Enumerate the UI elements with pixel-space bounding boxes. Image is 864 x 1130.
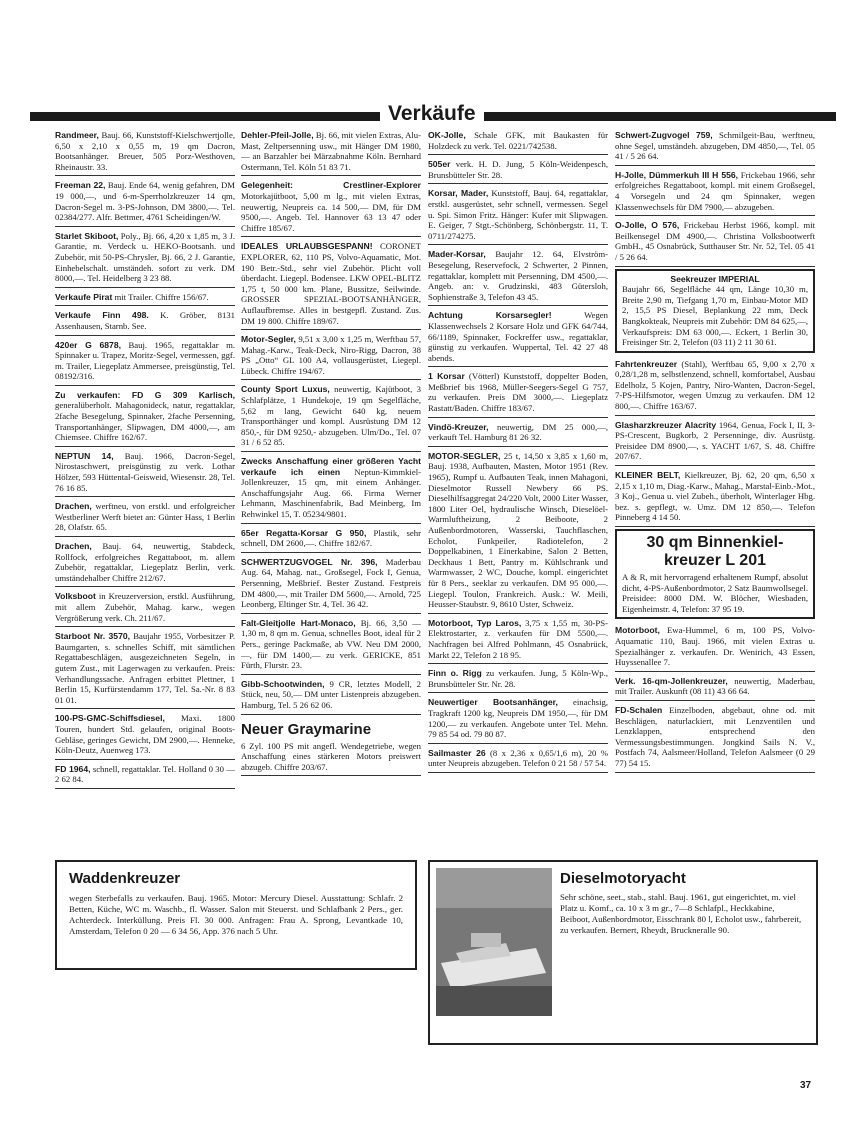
ad-heading: 100-PS-GMC-Schiffsdiesel, [55, 713, 165, 724]
classified-ad [241, 526, 421, 553]
ad-text: verk. H. D. Jung, 5 Köln-Weidenpesch, Brunsbütteler Str. 28. [428, 159, 608, 180]
ad-text: Einzelboden, abgebaut, ohne od. mit Beschlägen, naturlackiert, mit Lenzventilen und Lenzklappen, entsprechend den Vermessungsbestimmungen. Jongkind Sails N. V., Postfach 74, Aalsmeer/Holland, Telefon Aalsmeer (0 29 77) 54 15. [615, 704, 815, 768]
ad-text: mit Trailer. Chiffre 156/67. [114, 291, 209, 302]
waddenkreuzer-ad [55, 860, 417, 970]
classified-ad [428, 369, 608, 417]
ad-text: Kunststoff, Bauj. 64, regattaklar, erstkl. ausgerüstet, sehr schnell, vermessen. Segel u. Spi. Simon Fritz. Hänger: Kufer mit Slipwagen. E. Geiger, 7 Stgt.-Schönberg, Schönbergstr. 11, T. 0711/274275. [428, 188, 608, 241]
ad-heading: Freeman 22, [55, 180, 106, 191]
classified-ad [428, 186, 608, 245]
classified-ad [241, 677, 421, 715]
ad-heading: NEPTUN 14, [55, 450, 114, 461]
ad-heading: Verkaufe Finn 498. [55, 310, 149, 321]
classified-ad [55, 499, 235, 537]
classified-ad [55, 711, 235, 759]
ad-text: werftneu, von erstkl. und erfolgreicher Westberliner Werft bietet an: Günter Hass, 1 Berlin 28, Olafstr. 65. [55, 501, 235, 533]
ad-heading: Verk. 16-qm-Jollenkreuzer, [615, 675, 728, 686]
ad-heading: Mader-Korsar, [428, 249, 486, 260]
ad-text: 9 CR, letztes Modell, 2 Stück, neu, 50,— DM unter Listenpreis abzugeben. Hamburg, Tel. 5 26 62 06. [241, 678, 421, 710]
classified-ad [241, 332, 421, 380]
classified-ad [428, 746, 608, 773]
ad-heading: Achtung Korsarsegler! [428, 310, 552, 321]
ad-text: Plastik, sehr schnell, DM 2600,—. Chiffre 182/67. [241, 527, 421, 549]
classified-ad [241, 454, 421, 524]
ad-heading: Volksboot [55, 591, 96, 602]
ad-heading: Fahrtenkreuzer [615, 358, 678, 369]
ad-heading: 505er [428, 159, 451, 170]
ad-heading: 1 Korsar [428, 371, 465, 382]
classified-ad [428, 695, 608, 743]
classified-ad [241, 128, 421, 176]
classified-ad [428, 616, 608, 664]
ad-heading: KLEINER BELT, [615, 470, 681, 481]
ad-text: Frickebau 1966, sehr erfolgreiches Regattaboot, kompl. mit einem Großsegel, 4 Vorsegeln und 24 qm Spinnaker, wegen Klassenwechsels für DM 7900,— abzugeben. [615, 169, 815, 212]
yacht-photo [436, 868, 552, 1016]
ad-text: Wegen Klassenwechsels 2 Korsare Holz und GFK 64/744, 66/1189, Spinnaker, Fockreffer usw., regattaklar, günstig zu verkaufen. Wuppertal, Tel. 42 27 48 abends. [428, 310, 608, 363]
ad-text: Bj. 66, mit vielen Extras, Alu-Mast, Zeltpersenning usw., mit Hänger DM 1980,— an Barzahler bei Märzabnahme Köln. Bernhard Ostermann, Tel. Köln 51 83 71. [241, 130, 421, 172]
dieselmotoryacht-title: Dieselmotoryacht [560, 870, 686, 887]
classified-ad [615, 529, 815, 619]
classified-ad [615, 703, 815, 773]
ad-heading: FD 1964, [55, 763, 91, 774]
ad-heading: Sailmaster 26 [428, 747, 486, 758]
page-number: 37 [800, 1080, 812, 1091]
column-2 [241, 128, 421, 838]
ad-heading: Schwert-Zugvogel 759, [615, 130, 713, 140]
ad-text: neuwertig, Maderbau, mit Trailer. Auskunft (08 11) 43 66 64. [615, 675, 815, 697]
ad-heading: OK-Jolle, [428, 130, 466, 140]
ad-text: Schmilgeit-Bau, werftneu, ohne Segel, umständeh. abzugeben, DM 4850,—, Tel. 05 41 / 5 26 64. [615, 130, 815, 162]
classified-ad [55, 388, 235, 447]
ad-headline: Neuer Graymarine [241, 720, 372, 738]
classified-ad [615, 674, 815, 701]
ad-text: Neptun-Kimmkiel-Jollenkreuzer, 15 qm, mit einem Anhänger. Anschaffungsjahr Aug. 66. Firma Werner Lehmann, Maschinenfabrik, Bad Meinberg, Im Rehwinkel 15, T. 05234/9801. [241, 466, 421, 519]
ad-heading: Falt-Gleitjolle Hart-Monaco, [241, 617, 356, 628]
ad-text: 9,51 x 3,00 x 1,25 m, Werftbau 57, Mahag.-Karw., Teak-Deck, Niro-Rigg, Dacron, 38 PS „Otto“ GL 100 A4, vollausgerüstet, Liegepl. Lübeck. Chiffre 194/67. [241, 334, 421, 376]
ad-heading: County Sport Luxus, [241, 384, 330, 395]
ad-heading: 65er Regatta-Korsar G 950, [241, 527, 367, 538]
classified-ad [55, 449, 235, 497]
ad-text: Bauj. 64, neuwertig, Stabdeck, Rollfock, erfolgreiches Regattaboot, m. allem Zubehör, regattaklar, Liegeplatz Berlin, verk. umständehalber Chiffre 212/67. [55, 541, 235, 583]
ad-heading: Drachen, [55, 501, 92, 512]
ad-text: (Stahl), Werftbau 65, 9,00 x 2,70 x 0,28/1,28 m, selbstlenzend, schnell, komfortabel, Ausbau Edelholz, 5 Kojen, Pantry, Niro-Wanten, Dacron-Segel, 7-PS-Hilfsmotor, wegen Umzug zu verkaufen. DM 12 800,—. Chiffre 163/67. [615, 358, 815, 412]
classified-ad [615, 418, 815, 466]
ad-text: 25 t, 14,50 x 3,85 x 1,60 m, Bauj. 1938, Aufbauten, Masten, Motor 1951 (Rev. 1965), Rumpf u. Aufbauten Teak, innen Mahagoni, Dieselmotor Russell Newbery 66 PS. Dieselhilfsaggregat 24/220 Volt, 2000 Liter Wasser, 1800 Liter Oel, hydraulische Winsch, Dieselöel-Warmluftheizung, 2 Beiboote, 2 Außenbordmotoren, Wasserski, Tauchflaschen, Echolot, Funkpeiler, Radiotelefon, 2 Doppelkabinen, 1 Einerkabine, Salon 2 Betten, Deckhaus 1 Bett, Pantry m. Kühlschrank und Warmwasser, 2 WC, Douche, kompl. eingerichtet für 8 Pers., seeklar zu verkaufen. DM 95 000,—. Liegepl. Toulon, Frankreich. Ausk.: W. Meili, Heusser-Staubstr. 9, 8610 Uster, Schweiz. [428, 450, 608, 610]
ad-text: Bauj. 1966, Dacron-Segel, Nirostaschwert, preisgünstig zu verk. Lothar Hölzer, 593 Hüttental-Geisweid, Wiesenstr. 28, Tel. 76 16 85. [55, 450, 235, 493]
ad-text: Maderbau Aug. 64, Mahag. nat., Großsegel, Fock I, Genua, Persenning, Meßbrief. Bester Zustand. Festpreis DM 4800,—, mit Trailer DM 5600,—. Arnold, 725 Leonberg, Eltinger Str. 4, Tel. 36 42. [241, 556, 421, 610]
ad-text: A & R, mit hervorragend erhaltenem Rumpf, absolut dicht, 4-PS-Außenbordmotor, 2 Satz Baumwollsegel. Preisidee: 8000 DM. W. Blöcher, Wiesbaden, Eigenheimstr. 4, Telefon: 37 95 19. [622, 572, 808, 614]
ad-text: 3,75 x 1,55 m, 30-PS-Elektrostarter, z. verkaufen für DM 5500,—. Nachfragen bei Alfred Pohlmann, 45 Osnabrück, Markt 22, Telefon 2 18 95. [428, 617, 608, 660]
ad-heading: Neuwertiger Bootsanhänger, [428, 697, 558, 708]
column-4 [615, 128, 815, 838]
ad-heading: Starboot Nr. 3570, [55, 631, 131, 642]
ad-text: Motorkajütboot, 5,00 m lg., mit vielen Extras, neuwertig, Neupreis ca. 14 500,— DM, für DM 9500,—. Angeb. Tel. Hannover 63 13 47 oder Chiffre 185/67. [241, 190, 421, 233]
classified-ad [55, 290, 235, 307]
classified-ad [55, 128, 235, 176]
classified-ad [615, 168, 815, 216]
ad-heading: Zu verkaufen: FD G 309 Karlisch, [55, 389, 235, 400]
classified-ad [428, 128, 608, 155]
ad-text: zu verkaufen. Jung, 5 Köln-Wp., Brunsbütteler Str. Nr. 28. [428, 668, 608, 689]
ad-text: Frickebau Herbst 1966, kompl. mit Beilkensegel DM 4900,—. Christina Volksbootwerft GmbH., 45 Osnabrück, Sutthauser Str. Nr. 52, Tel. 05 41 / 5 26 64. [615, 220, 815, 262]
classified-ad [615, 218, 815, 266]
ad-text: Bauj. 1965, regattaklar m. Spinnaker u. Trapez, Moritz-Segel, vermessen, ggf. m. Trailer, Liegeplatz Ammersee, preisgünstig, Tel. 08192/316. [55, 339, 235, 382]
classified-ad [241, 382, 421, 452]
classified-ad [615, 269, 815, 353]
classified-ad [615, 623, 815, 671]
classified-ad [241, 616, 421, 675]
waddenkreuzer-title: Waddenkreuzer [69, 870, 181, 887]
classified-ad [241, 178, 421, 237]
classified-ad [615, 468, 815, 527]
classified-ad [428, 308, 608, 367]
ad-heading: SCHWERTZUGVOGEL Nr. 396, [241, 556, 378, 567]
ad-heading: Drachen, [55, 541, 92, 551]
column-1 [55, 128, 235, 838]
ad-heading: MOTOR-SEGLER, [428, 450, 501, 461]
ad-text: Baujahr 12. 64, Elvström-Besegelung, Reservefock, 2 Schwerter, 2 Pinnen, regattaklar, komplett mit Persenning, DM 4500,—. Angeb. an: v. Grudzinski, 483 Gütersloh, Sophienstraße 3, Telefon 43 45. [428, 249, 608, 302]
ad-text: Schale GFK, mit Baukasten für Holzdeck zu verk. Tel. 0221/742538. [428, 130, 608, 151]
dieselmotoryacht-ad [428, 860, 818, 1045]
ad-heading: Gibb-Schootwinden, [241, 678, 325, 689]
ad-heading: Zwecks Anschaffung einer größeren Yacht verkaufe ich einen [241, 456, 421, 477]
ad-heading: Gelegenheit: Crestliner-Explorer [241, 180, 421, 191]
classified-ad [615, 128, 815, 166]
classified-ad [428, 247, 608, 306]
ad-text: Poly., Bj. 66, 4,20 x 1,85 m, 3 J. Garantie, m. Verdeck u. HEKO-Bootsanh. und Zubehör, mit 50-PS-Chrysler, Bj. 66, 2 J. Garantie, Einhebelschalt. umständeh. sofort zu verk. DM 8000,—. Tel. Heidelberg 3 23 88. [55, 230, 235, 284]
classified-ad [241, 239, 421, 330]
ad-text: neuwertig, DM 25 000,—, verkauft Tel. Hamburg 81 26 32. [428, 421, 608, 443]
ad-text: in Kreuzerversion, erstkl. Ausführung, mit allem Zubehör, Mahag. karw., wegen Vergrößerung verk. Ch. 211/67. [55, 591, 235, 623]
ad-heading: Seekreuzer IMPERIAL [670, 273, 760, 284]
classified-ad [55, 338, 235, 386]
section-title: Verkäufe [380, 100, 484, 128]
ad-heading: Vindö-Kreuzer, [428, 421, 489, 432]
ad-heading: Glasharzkreuzer Alacrity [615, 419, 717, 430]
classified-ad [55, 539, 235, 587]
ad-text: K. Gröber, 8131 Assenhausen, Starnb. See. [55, 310, 235, 331]
ad-heading: Verkaufe Pirat [55, 291, 113, 302]
ad-text: einachsig, Tragkraft 1200 kg, Neupreis DM 1950,—, für DM 1200,— zu verkaufen. Angebote unter Tel. Mehn. 79 85 54 od. 79 80 87. [428, 697, 608, 740]
ad-heading: 420er G 6878, [55, 339, 121, 350]
classified-ad [615, 357, 815, 416]
classified-ad [241, 717, 421, 777]
classified-ad [428, 420, 608, 447]
ad-text: Ewa-Hummel, 6 m, 100 PS, Volvo-Aquamatic 110, Bauj. 1966, mit vielen Extras u. Spezialhänger z. verkaufen. Dr. Wenirich, 43 Essen, Huyssenallee 7. [615, 625, 815, 668]
ad-text: schnell, regattaklar. Tel. Holland 0 30 — 2 62 84. [55, 763, 235, 785]
ad-text: Bj. 66, 3,50 — 1,30 m, 8 qm m. Genua, schnelles Boot, ideal für 2 Pers., geringe Packmaße, ab VW. Neu DM 2000,—, für DM 1400,— zu verk. GERICKE, 851 Fürth, Flurstr. 23. [241, 617, 421, 671]
ad-heading: Starlet Skiboot, [55, 230, 119, 241]
ad-heading: Finn o. Rigg [428, 668, 482, 679]
ad-heading: FD-Schalen [615, 704, 663, 715]
ad-headline: 30 qm Binnenkiel-kreuzer L 201 [646, 534, 784, 569]
classified-ad [241, 555, 421, 614]
classified-ad [55, 229, 235, 288]
ad-heading: Korsar, Mader, [428, 188, 489, 199]
ad-text: Kielkreuzer, Bj. 62, 20 qm, 6,50 x 2,15 x 1,10 m, Diag.-Karw., Mahag., Marstal-Einb.-Mot., 3 Koj., Genua u. viel Zubeh., überholt, Winterlager Hbg. bez. s. gepflegt, w. Umz. DM 12 850,—. Telefon Pinneberg 4 14 50. [615, 470, 815, 523]
column-3 [428, 128, 608, 838]
ad-text: generalüberholt. Mahagonideck, natur, regattaklar, 2fache Besegelung, Spinnaker, 2fache Persenning, Transportanhänger, Slipwagen, DM 4000,—, am Chiemsee. Chiffre 162/67. [55, 400, 235, 443]
ad-heading: IDEALES URLAUBSGESPANN! [241, 241, 373, 252]
ad-text: Baujahr 1955, Vorbesitzer P. Baumgarten, s. schnelles Schiff, mit sämtlichen Regattabeschlägen, ausgezeichneten Segeln, in gutem Zust., mit Lagerwagen zu verkaufen. Preis: Verhandlungssache. Anfragen erbittet Plettner, 1 Berlin 15, Kurfürstendamm 177, Tel. Sa.-Nr. 8 83 01 01. [55, 631, 235, 705]
ad-text: Bauj. 66, Kunststoff-Kielschwertjolle, 6,50 x 2,10 x 0,55 m, 19 qm Dacron, Bootsanhänger. Breuer, 505 Porz-Westhoven, Rheinaustr. 33. [55, 130, 235, 172]
classified-ad [55, 308, 235, 335]
ad-text: 1964, Genua, Fock I, II, 3-PS-Crescent, Bugkorb, 2 Persenninge, div. Ausrüstg. Preisidee DM 8900,—, s. YACHT 1/67, S. 48. Chiffre 207/67. [615, 419, 815, 462]
ad-text: (8 x 2,36 x 0,65/1,6 m), 20 % unter Neupreis abzugeben. Telefon 0 21 58 / 57 54. [428, 747, 608, 769]
ad-text: (Vötterl) Kunststoff, doppelter Boden, Meßbrief bis 1968, Müller-Seegers-Segel G 757, zu verkaufen. Preis DM 3000,—. Liegeplatz Rastatt/Baden. Chiffre 183/67. [428, 371, 608, 414]
classified-ad [55, 762, 235, 789]
ad-text: Maxi. 1800 Touren, hundert Std. gelaufen, original Boots-Gebläse, geringes Gewicht, DM 2900,—. Henneke, Köln-Deutz, Auenweg 173. [55, 713, 235, 756]
ad-heading: Motorboot, Typ Laros, [428, 617, 522, 628]
ad-heading: Motor-Segler, [241, 334, 296, 345]
classified-ad [55, 629, 235, 709]
classified-ad [55, 589, 235, 627]
ad-heading: Dehler-Pfeil-Jolle, [241, 130, 314, 140]
classified-ad [428, 666, 608, 693]
classified-ad [55, 178, 235, 226]
dieselmotoryacht-text: Sehr schöne, seet., stab., stahl. Bauj. 1961, gut eingerichtet, m. viel Platz u. Komf., ca. 10 x 3 m gr., 7—8 Schlafpl., Heckkabine, Beiboot, Außenbordmotor, Eisschrank 80 l, Echolot usw., fahrbereit, zu verkaufen. Bernert, Rheydt, Bruckneralle 90. [560, 892, 802, 935]
ad-text: CORONET EXPLORER, 62, 110 PS, Volvo-Aquamatic, Mot. 190 Betr.-Std., sehr viel Zubehör. Plicht voll überdacht. Liegepl. Bodensee. LKW OPEL-BLITZ 1,75 t, 50 000 km. Plane, Bussitze, Seilwinde. GROSSER SPEZIAL-BOOTSANHÄNGER, Auflaufbremse. Alles in bestgepfl. Zustand. Zus. DM 19 800. Chiffre 189/67. [241, 241, 421, 326]
classified-ad [428, 449, 608, 614]
ad-heading: O-Jolle, O 576, [615, 220, 680, 231]
ad-heading: Motorboot, [615, 625, 660, 636]
ad-text: 6 Zyl. 100 PS mit angefl. Wendegetriebe, wegen Anschaffung eines stärkeren Motors preiswert abzugeb. Chiffre 203/67. [241, 740, 421, 772]
ad-text: Baujahr 66, Segelfläche 44 qm, Länge 10,30 m, Breite 2,90 m, Tiefgang 1,70 m, Einbau-Motor MD 2, 15,5 PS Diesel, Beplankung 22 mm, Deck Bangkokteak, Neupreis mit Zubehör: DM 84 625,—, Verkaufspreis: DM 63 000,—. Eckert, 1 Berlin 30, Freisinger Str. 2, Telefon (03 11) 2 11 30 61. [622, 284, 808, 348]
ad-heading: Randmeer, [55, 130, 99, 140]
ad-text: Bauj. Ende 64, wenig gefahren, DM 19 000,—, und 6-m-Sperrholzkreuzer 14 qm, Dacron-Segel m. 3-PS-Johnson, DM 3800,—. Tel. 02384/277. Alfr. Bettmer, 4761 Scheidingen/W. [55, 180, 235, 223]
ad-heading: H-Jolle, Dümmerkuh III H 556, [615, 169, 739, 180]
ad-text: neuwertig, Kajütboot, 3 Schlafplätze, 1 Hundekoje, 19 qm Segelfläche, 5,62 m lang, Gewicht 640 kg, neuem Transporthänger und kompl. Ausrüstung DM 12 850,-, für DM 9250,- abzugeben. Ulm/Do., Tel. 07 31 / 6 52 85. [241, 384, 421, 448]
classified-ad [428, 157, 608, 184]
waddenkreuzer-text: wegen Sterbefalls zu verkaufen. Bauj. 1965. Motor: Mercury Diesel. Ausstattung: Schlafr. 2 Betten, Küche, WC m. Waschb., fl. Wasser. Salon mit Steuerst. und Schlafbank 2 Pers., ger. Achterdeck. Interküllung. Preis Fl. 30 000. Anfragen: Frau A. Sprong, Levantkade 10, Amsterdam, Telefon 0 20 — 6 34 56, App. 376 nach 5 Uhr. [69, 893, 403, 936]
